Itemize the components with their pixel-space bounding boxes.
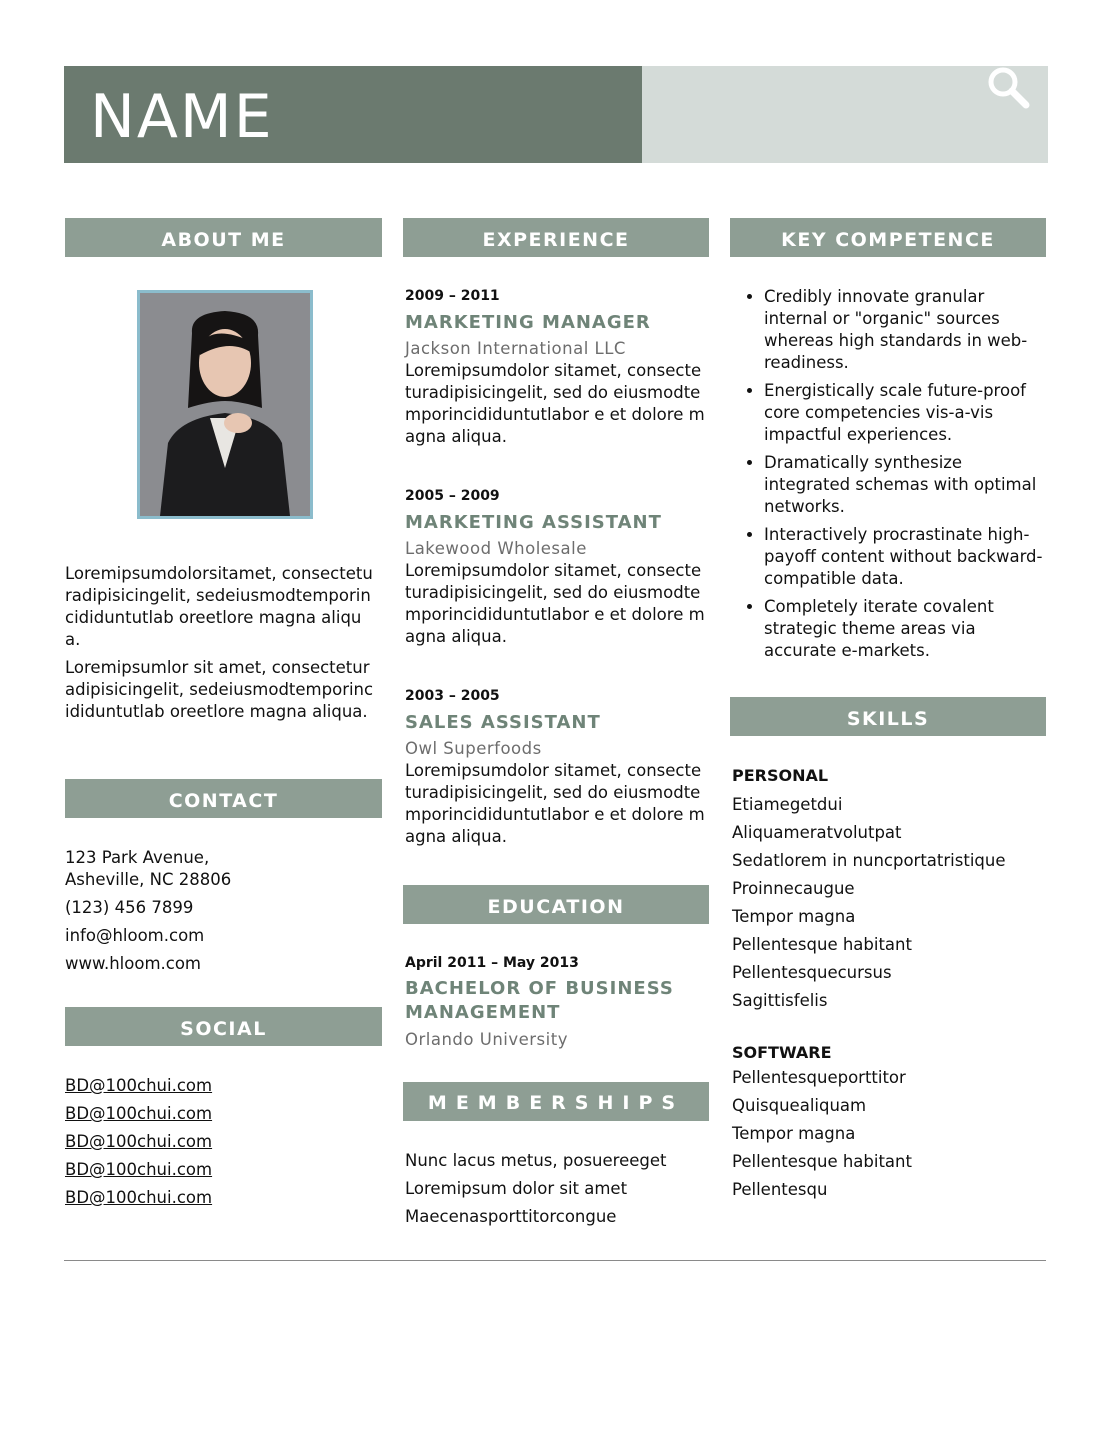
competence-item: • Completely iterate covalent strategic theme areas via accurate e-markets. <box>764 596 1046 662</box>
job-title: MARKETING MANAGER <box>405 312 651 333</box>
about-me-heading: ABOUT ME <box>65 218 382 257</box>
skill-item: Tempor magna <box>732 1124 856 1143</box>
social-link[interactable]: BD@100chui.com <box>65 1076 213 1095</box>
about-me-text <box>65 563 375 729</box>
degree-name: MANAGEMENT <box>405 1002 561 1023</box>
job-entry <box>405 486 705 648</box>
job-dates: 2003 – 2005 <box>405 688 500 704</box>
competence-item: • Interactively procrastinate high-payoff content without backward-compatible data. <box>764 524 1046 590</box>
skill-item: Pellentesqu <box>732 1180 828 1199</box>
resume-name: NAME <box>90 82 274 152</box>
job-title: SALES ASSISTANT <box>405 712 601 733</box>
job-description: Loremipsumdolor sitamet, consecteturadipisicingelit, sed do eiusmodtemporincididuntutlabor e et dolore magna aliqua. <box>405 761 705 846</box>
profile-photo <box>137 290 313 519</box>
competence-list <box>730 286 1046 668</box>
education-entry <box>405 953 705 1051</box>
job-company: Jackson International LLC <box>405 339 626 358</box>
education-heading: EDUCATION <box>403 885 709 924</box>
social-link[interactable]: BD@100chui.com <box>65 1104 213 1123</box>
skill-item: Pellentesqueporttitor <box>732 1068 906 1087</box>
personal-skills-heading: PERSONAL <box>732 766 829 785</box>
address-line: Asheville, NC 28806 <box>65 870 232 889</box>
job-company: Lakewood Wholesale <box>405 539 587 558</box>
skills-heading: SKILLS <box>730 697 1046 736</box>
school-name: Orlando University <box>405 1030 568 1049</box>
skill-item: Proinnecaugue <box>732 879 855 898</box>
skill-item: Aliquameratvolutpat <box>732 823 902 842</box>
contact-heading: CONTACT <box>65 779 382 818</box>
membership-item: Nunc lacus metus, posuereeget <box>405 1151 667 1170</box>
social-link[interactable]: BD@100chui.com <box>65 1188 213 1207</box>
search-icon <box>985 64 1031 110</box>
website-address: www.hloom.com <box>65 954 202 973</box>
skill-item: Sagittisfelis <box>732 991 828 1010</box>
skills-list <box>732 765 1044 1204</box>
competence-item: • Dramatically synthesize integrated schemas with optimal networks. <box>764 452 1046 518</box>
competence-item: • Credibly innovate granular internal or "organic" sources whereas high standards in web-readiness. <box>764 286 1046 374</box>
competence-item: • Energistically scale future-proof core competencies vis-a-vis impactful experiences. <box>764 380 1046 446</box>
memberships-list <box>405 1147 705 1231</box>
job-description: Loremipsumdolor sitamet, consecteturadipisicingelit, sed do eiusmodtemporincididuntutlabor e et dolore magna aliqua. <box>405 361 705 446</box>
footer-divider <box>64 1260 1046 1261</box>
job-entry <box>405 686 705 848</box>
social-link[interactable]: BD@100chui.com <box>65 1132 213 1151</box>
membership-item: Loremipsum dolor sit amet <box>405 1179 628 1198</box>
contact-details <box>65 847 375 975</box>
memberships-heading: MEMBERSHIPS <box>403 1082 709 1121</box>
degree-name: BACHELOR OF BUSINESS <box>405 978 674 999</box>
about-paragraph: Loremipsumlor sit amet, consecteturadipisicingelit, sedeiusmodtemporincididuntutlab oreetlore magna aliqua. <box>65 658 374 721</box>
experience-heading: EXPERIENCE <box>403 218 709 257</box>
skill-item: Pellentesque habitant <box>732 935 912 954</box>
address-line: 123 Park Avenue, <box>65 848 210 867</box>
skill-item: Pellentesque habitant <box>732 1152 912 1171</box>
key-competence-heading: KEY COMPETENCE <box>730 218 1046 257</box>
social-link[interactable]: BD@100chui.com <box>65 1160 213 1179</box>
job-company: Owl Superfoods <box>405 739 542 758</box>
skill-item: Etiamegetdui <box>732 795 843 814</box>
skill-item: Sedatlorem in nuncportatristique <box>732 851 1006 870</box>
phone-number: (123) 456 7899 <box>65 898 194 917</box>
skill-item: Tempor magna <box>732 907 856 926</box>
email-address: info@hloom.com <box>65 926 205 945</box>
job-dates: 2009 – 2011 <box>405 288 500 304</box>
about-paragraph: Loremipsumdolorsitamet, consecteturadipisicingelit, sedeiusmodtemporincididuntutlab oreetlore magna aliqua. <box>65 564 373 649</box>
membership-item: Maecenasporttitorcongue <box>405 1207 617 1226</box>
software-skills-heading: SOFTWARE <box>732 1043 832 1062</box>
job-description: Loremipsumdolor sitamet, consecteturadipisicingelit, sed do eiusmodtemporincididuntutlabor e et dolore magna aliqua. <box>405 561 705 646</box>
job-dates: 2005 – 2009 <box>405 488 500 504</box>
skill-item: Quisquealiquam <box>732 1096 867 1115</box>
job-entry <box>405 286 705 448</box>
skill-item: Pellentesquecursus <box>732 963 892 982</box>
profile-photo-image <box>140 293 310 516</box>
social-links <box>65 1072 375 1212</box>
education-dates: April 2011 – May 2013 <box>405 955 579 971</box>
social-heading: SOCIAL <box>65 1007 382 1046</box>
job-title: MARKETING ASSISTANT <box>405 512 662 533</box>
